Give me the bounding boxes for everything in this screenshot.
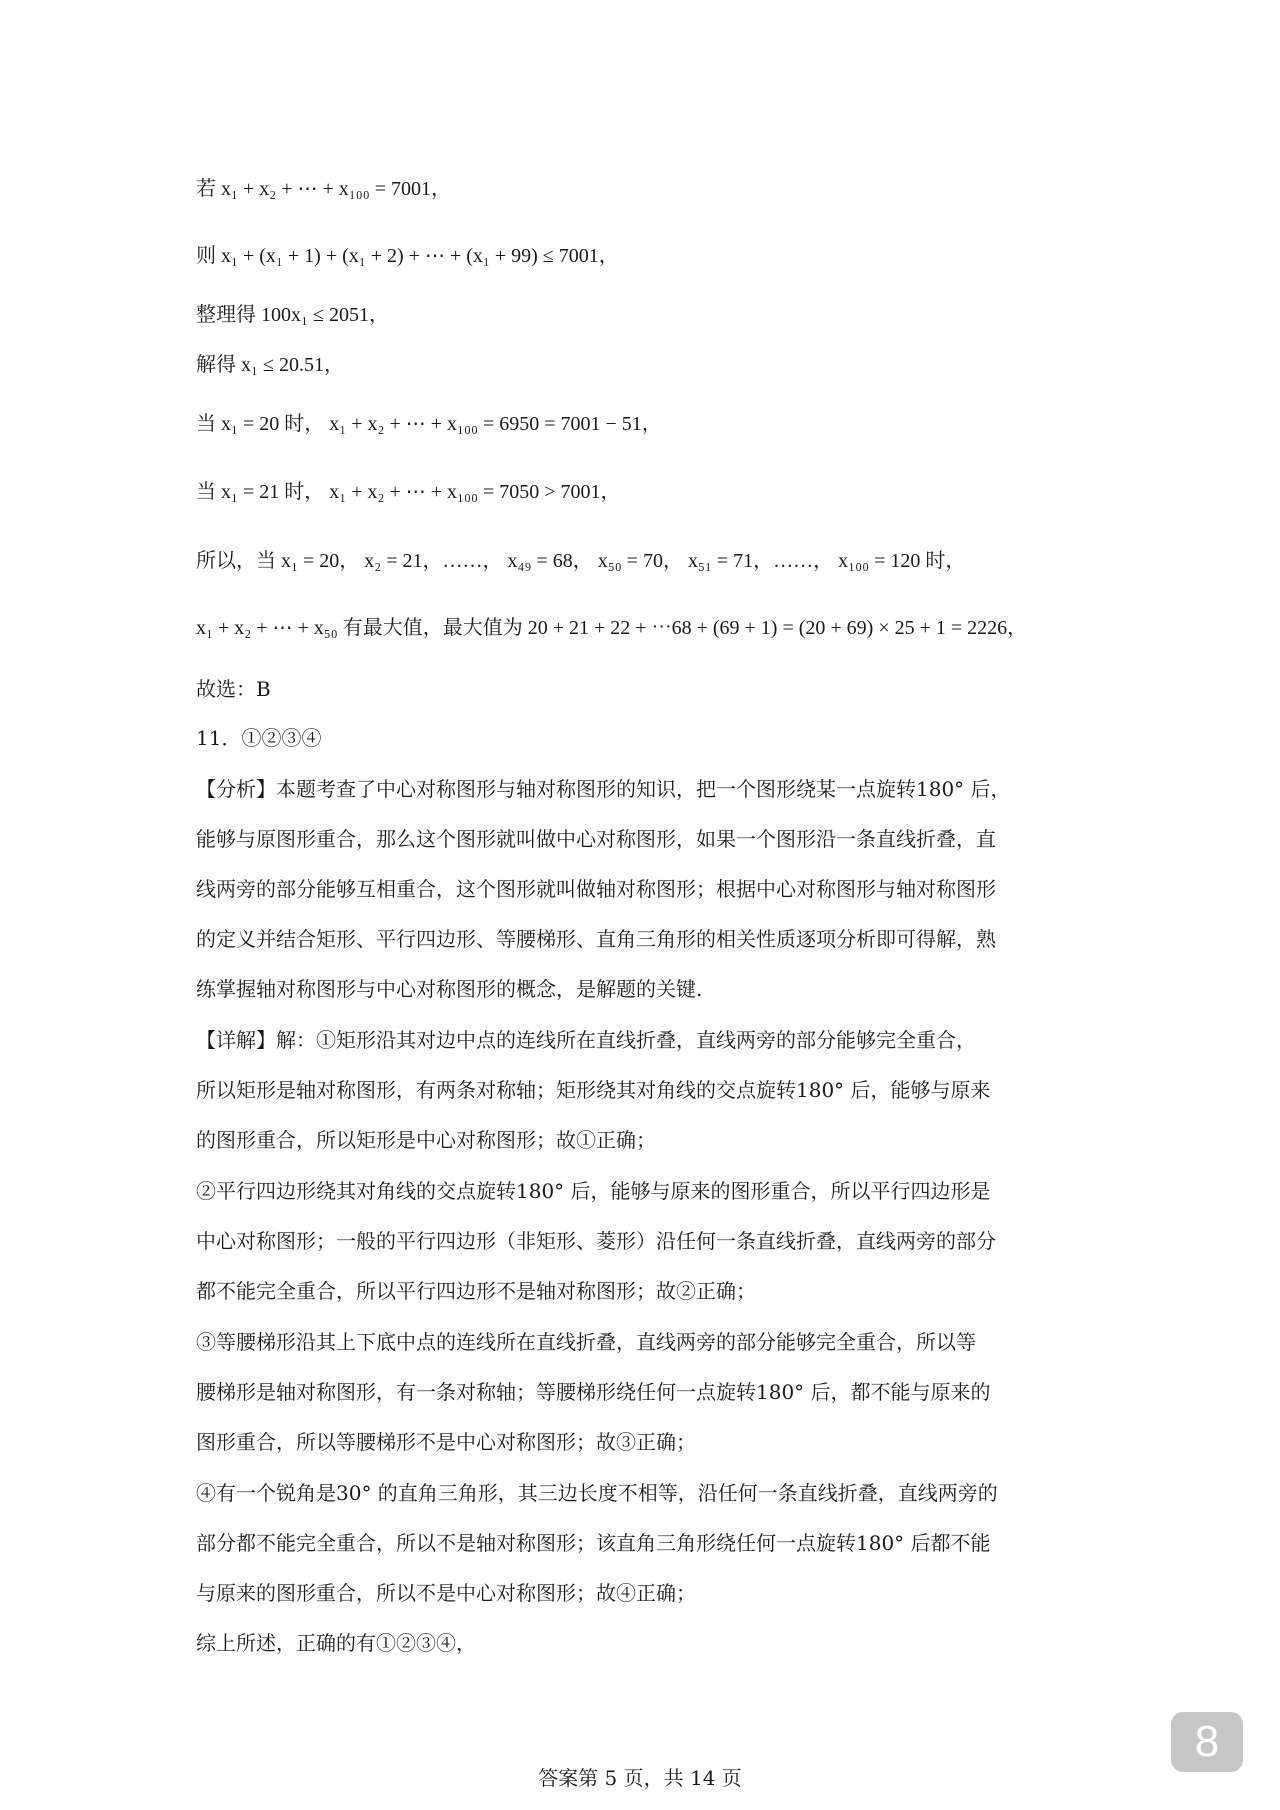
analysis-text: 的定义并结合矩形、平行四边形、等腰梯形、直角三角形的相关性质逐项分析即可得解，熟 [196, 927, 996, 951]
detail-text: 腰梯形是轴对称图形，有一条对称轴；等腰梯形绕任何一点旋转180° 后，都不能与原来的 [196, 1380, 991, 1404]
detail-text: 中心对称图形；一般的平行四边形（非矩形、菱形）沿任何一条直线折叠，直线两旁的部分 [196, 1229, 996, 1253]
text-line: 整理得 100x₁ ≤ 2051， [196, 304, 389, 326]
detail-text: 图形重合，所以等腰梯形不是中心对称图形；故③正确； [196, 1430, 696, 1454]
detail-text: 【详解】解：①矩形沿其对边中点的连线所在直线折叠，直线两旁的部分能够完全重合， [196, 1028, 976, 1052]
analysis-text: 能够与原图形重合，那么这个图形就叫做中心对称图形，如果一个图形沿一条直线折叠，直 [196, 827, 996, 851]
answer-choice: 故选：B [196, 677, 271, 701]
text-line: 则 x₁ + (x₁ + 1) + (x₁ + 2) + ⋯ + (x₁ + 99) ≤ 7001， [196, 245, 619, 267]
detail-text: 都不能完全重合，所以平行四边形不是轴对称图形；故②正确； [196, 1279, 756, 1303]
detail-text: 综上所述，正确的有①②③④， [196, 1631, 476, 1655]
text-line: 当 x₁ = 20 时， x₁ + x₂ + ⋯ + x₁₀₀ = 6950 = 7001 − 51， [196, 413, 662, 435]
question-number: 11．①②③④ [196, 726, 322, 750]
analysis-text: 练掌握轴对称图形与中心对称图形的概念，是解题的关键. [196, 977, 703, 1001]
text-line: x₁ + x₂ + ⋯ + x₅₀ 有最大值，最大值为 20 + 21 + 22 + ⋯68 + (69 + 1) = (20 + 69) × 25 + 1 = 2226， [196, 617, 1028, 639]
text-line: 若 x₁ + x₂ + ⋯ + x₁₀₀ = 7001， [196, 178, 451, 200]
analysis-text: 线两旁的部分能够互相重合，这个图形就叫做轴对称图形；根据中心对称图形与轴对称图形 [196, 877, 996, 901]
text-line: 解得 x₁ ≤ 20.51， [196, 354, 344, 376]
page-number-badge[interactable]: 8 [1171, 1712, 1243, 1772]
page-footer: 答案第 5 页，共 14 页 [538, 1766, 742, 1790]
detail-text: 部分都不能完全重合，所以不是轴对称图形；该直角三角形绕任何一点旋转180° 后都不能 [196, 1531, 991, 1555]
analysis-text: 【分析】本题考查了中心对称图形与轴对称图形的知识，把一个图形绕某一点旋转180° 后， [196, 777, 1011, 801]
text-line: 所以，当 x₁ = 20， x₂ = 21，……， x₄₉ = 68， x₅₀ = 70， x₅₁ = 71，……， x₁₀₀ = 120 时， [196, 550, 966, 572]
text-line: 当 x₁ = 21 时， x₁ + x₂ + ⋯ + x₁₀₀ = 7050 > 7001， [196, 481, 621, 503]
detail-text: ②平行四边形绕其对角线的交点旋转180° 后，能够与原来的图形重合，所以平行四边形是 [196, 1179, 991, 1203]
detail-text: 与原来的图形重合，所以不是中心对称图形；故④正确； [196, 1581, 696, 1605]
detail-text: 的图形重合，所以矩形是中心对称图形；故①正确； [196, 1128, 656, 1152]
detail-text: 所以矩形是轴对称图形，有两条对称轴；矩形绕其对角线的交点旋转180° 后，能够与原来 [196, 1078, 991, 1102]
detail-text: ④有一个锐角是30° 的直角三角形，其三边长度不相等，沿任何一条直线折叠，直线两旁的 [196, 1481, 998, 1505]
detail-text: ③等腰梯形沿其上下底中点的连线所在直线折叠，直线两旁的部分能够完全重合，所以等 [196, 1330, 976, 1354]
